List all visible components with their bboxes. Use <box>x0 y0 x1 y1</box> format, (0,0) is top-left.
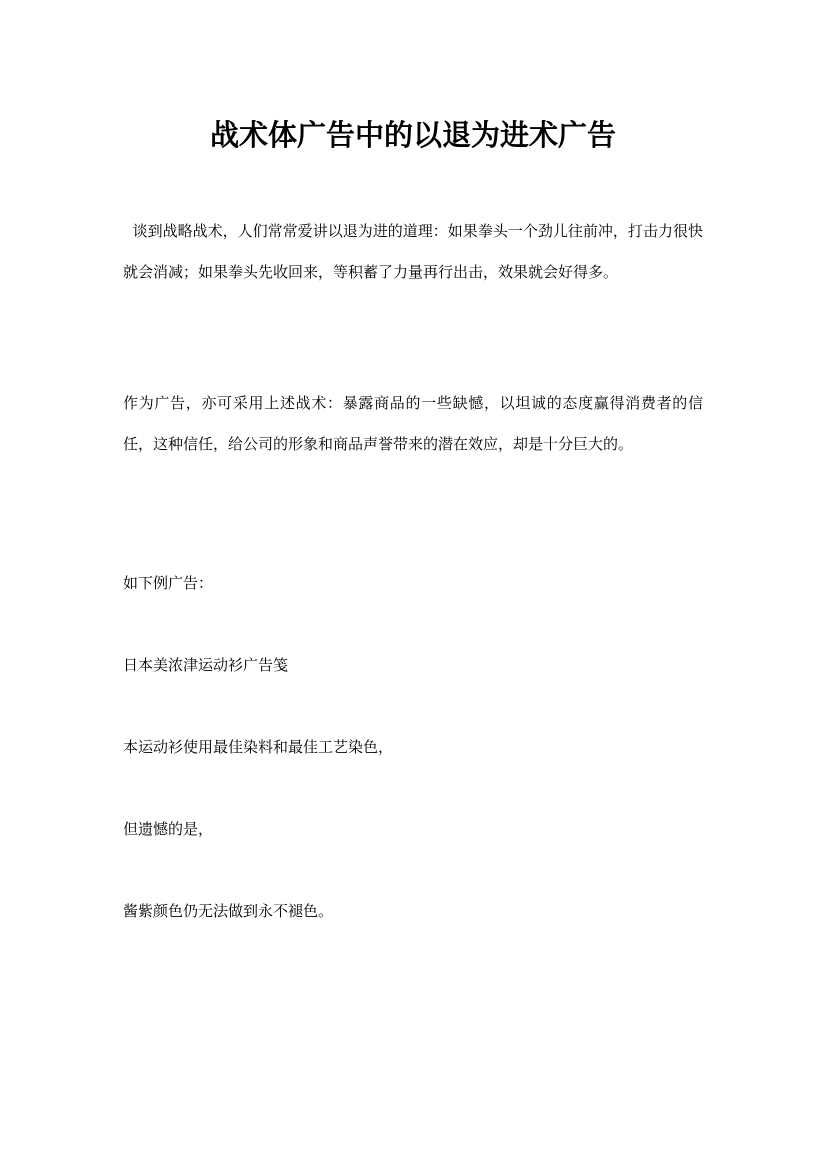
paragraph-ad-line-3: 酱紫颜色仍无法做到永不褪色。 <box>123 902 334 920</box>
paragraph-ad-heading: 日本美浓津运动衫广告笺 <box>123 656 289 674</box>
paragraph-example-lead: 如下例广告： <box>123 574 214 592</box>
paragraph-ad-line-1: 本运动衫使用最佳染料和最佳工艺染色， <box>123 738 394 756</box>
paragraph-advertising-tactic: 作为广告，亦可采用上述战术：暴露商品的一些缺憾，以坦诚的态度赢得消费者的信任，这种信任，给公司的形象和商品声誉带来的潜在效应，却是十分巨大的。 <box>123 394 703 453</box>
document-title: 战术体广告中的以退为进术广告 <box>209 118 616 152</box>
paragraph-intro: 谈到战略战术，人们常常爱讲以退为进的道理：如果拳头一个劲儿往前冲，打击力很快就会消减；如果拳头先收回来，等积蓄了力量再行出击，效果就会好得多。 <box>123 222 703 281</box>
paragraph-ad-line-2: 但遗憾的是， <box>123 820 214 838</box>
